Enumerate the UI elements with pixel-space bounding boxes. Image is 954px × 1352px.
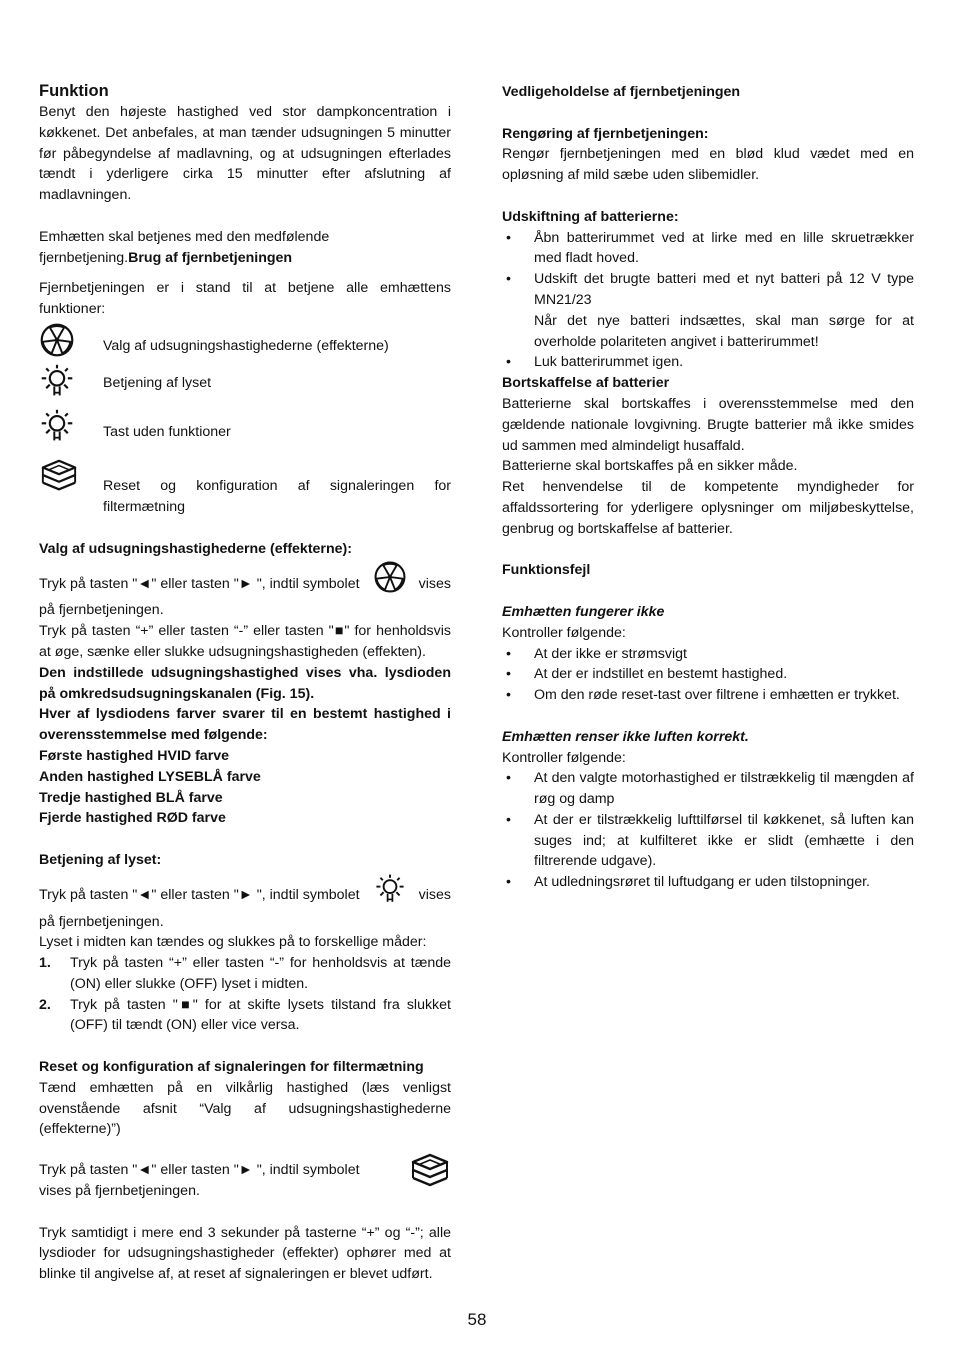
disposal-paragraph: Batterierne skal bortskaffes i overensstemmelse med den gældende nationale lovgivning. Brugte batterier må ikke smides ud sammen med almindeligt husaffald. xyxy=(502,395,914,454)
speed-instruction-text: på fjernbetjeningen. xyxy=(39,602,164,619)
bullet: • xyxy=(506,271,511,288)
list-item xyxy=(502,664,914,685)
list-item-text: Åbn batterirummet ved at lirke med en lille skruetrækker med fladt hoved. xyxy=(534,229,914,267)
list-item xyxy=(502,685,914,706)
icon-item-fan xyxy=(39,322,451,365)
remote-intro-text: Emhætten skal betjenes med den medfølende fjernbetjening. xyxy=(39,228,330,266)
speed-instruction-text: Tryk på tasten “+” eller tasten “-” eller tasten "■" for henholdsvis at øge, sænke eller slukke udsugningshastigheden (effekten). xyxy=(39,623,451,660)
battery-heading: Udskiftning af batterierne: xyxy=(502,208,679,225)
bullet: • xyxy=(506,687,511,704)
light-icon xyxy=(39,408,103,451)
step-number: 1. xyxy=(39,955,51,972)
list-item xyxy=(502,269,914,352)
list-item xyxy=(502,228,914,270)
light-instruction-text: Lyset i midten kan tændes og slukkes på to forskellige måder: xyxy=(39,934,427,951)
step-text: Tryk på tasten "■" for at skifte lysets tilstand fra slukket (OFF) til tændt (ON) eller vice versa. xyxy=(70,996,451,1034)
light-instruction-text: på fjernbetjeningen. xyxy=(39,913,164,930)
disposal-heading: Bortskaffelse af batterier xyxy=(502,375,670,392)
cleaning-text: Rengør fjernbetjeningen med en blød klud vædet med en opløsning af mild sæbe uden slibemidler. xyxy=(502,146,914,184)
bullet: • xyxy=(506,811,511,828)
bullet: • xyxy=(506,354,511,371)
remote-intro-paragraph xyxy=(39,227,451,269)
speed-color-item: Anden hastighed LYSEBLÅ farve xyxy=(39,768,261,785)
list-item-text: Luk batterirummet igen. xyxy=(534,354,684,371)
icon-item-no-function xyxy=(39,408,451,451)
speed-indicator-text: Hver af lysdiodens farver svarer til en bestemt hastighed i overensstemmelse med følgende: xyxy=(39,706,451,744)
reset-paragraph: Tænd emhætten på en vilkårlig hastighed (læs venligst ovenstående afsnit “Valg af udsugningshastighederne (effekterne)”) xyxy=(39,1079,451,1138)
speed-color-item: Fjerde hastighed RØD farve xyxy=(39,810,226,827)
list-item xyxy=(502,352,914,373)
list-item-text: At der er indstillet en bestemt hastighed. xyxy=(534,666,788,683)
list-item xyxy=(502,872,914,893)
speed-instruction-text: vises xyxy=(418,575,451,592)
light-instruction-line xyxy=(39,885,451,912)
bullet: • xyxy=(506,770,511,787)
battery-note: Når det nye batteri indsættes, skal man sørge for at overholde polariteten angivet i batterirummet! xyxy=(534,312,914,350)
icon-item-label: Reset og konfiguration af signaleringen for filtermætning xyxy=(103,478,451,516)
disposal-paragraph: Ret henvendelse til de kompetente myndigheder for affaldssortering for yderligere oplysninger om miljøbeskyttelse, genbrug og bortskaffelse af batterier. xyxy=(502,479,914,537)
section-title: Funktion xyxy=(39,82,109,100)
fan-icon xyxy=(373,560,407,601)
list-item-text: Udskift det brugte batteri med et nyt batteri på 12 V type MN21/23 xyxy=(534,271,914,308)
speed-color-item: Første hastighed HVID farve xyxy=(39,747,230,764)
speed-instruction-line xyxy=(39,574,451,601)
bullet: • xyxy=(506,666,511,683)
cleaning-heading: Rengøring af fjernbetjeningen: xyxy=(502,125,709,142)
intro-paragraph: Benyt den højeste hastighed ved stor dampkoncentration i køkkenet. Det anbefales, at man tænder udsugningen 5 minutter før påbegyndelse af madlavning, og at udsugningen efterlades tændt i yderligere cirka 15 minutter efter afslutning af madlavningen. xyxy=(39,104,451,204)
filter-layers-icon xyxy=(395,1152,451,1199)
remote-functions-text: Fjernbetjeningen er i stand til at betjene alle emhættens funktioner: xyxy=(39,280,451,318)
speed-heading: Valg af udsugningshastighederne (effekterne): xyxy=(39,540,352,557)
light-heading: Betjening af lyset: xyxy=(39,851,162,868)
page-number: 58 xyxy=(467,1310,487,1329)
left-column xyxy=(39,78,451,1285)
icon-item-label: Tast uden funktioner xyxy=(103,423,231,440)
remote-heading: Brug af fjernbetjeningen xyxy=(128,249,293,266)
light-icon xyxy=(39,363,103,406)
list-item-text: Om den røde reset-tast over filtrene i emhætten er trykket. xyxy=(534,687,900,704)
reset-instruction-text: vises på fjernbetjeningen. xyxy=(39,1183,200,1200)
fault-subheading: Emhætten renser ikke luften korrekt. xyxy=(502,728,749,745)
speed-indicator-text: Den indstillede udsugningshastighed vises vha. lysdioden på omkredsudsugningskanalen (Fig. 15). xyxy=(39,664,451,702)
bullet: • xyxy=(506,229,511,246)
list-item-text: At der er tilstrækkelig lufttilførsel til køkkenet, så luften kan suges ind; at kulfilteret ikke er slidt (emhætte i den filtrerende udgave). xyxy=(534,811,914,870)
light-instruction-text: Tryk på tasten "◄" eller tasten "► ", indtil symbolet xyxy=(39,886,360,903)
fault-check-text: Kontroller følgende: xyxy=(502,624,626,641)
list-item xyxy=(502,768,914,810)
list-item xyxy=(502,644,914,665)
icon-item-label: Valg af udsugningshastighederne (effekterne) xyxy=(103,337,389,354)
light-instruction-text: vises xyxy=(418,886,451,903)
step-text: Tryk på tasten “+” eller tasten “-” for henholdsvis at tænde (ON) eller slukke (OFF) lyset i midten. xyxy=(70,955,451,992)
icon-item-light xyxy=(39,363,451,406)
list-item-text: At udledningsrøret til luftudgang er uden tilstopninger. xyxy=(534,874,870,891)
icon-item-label: Betjening af lyset xyxy=(103,374,212,391)
icon-item-filter xyxy=(39,458,451,518)
list-item-text xyxy=(534,269,914,352)
maintenance-heading: Vedligeholdelse af fjernbetjeningen xyxy=(502,84,741,100)
reset-paragraph: Tryk samtidigt i mere end 3 sekunder på tasterne “+” og “-”; alle lysdioder for udsugningshastigheder (effekter) ophører med at blinke til angivelse af, at reset af signaleringen er blevet udført. xyxy=(39,1224,451,1283)
list-item xyxy=(502,810,914,872)
reset-heading: Reset og konfiguration af signaleringen for filtermætning xyxy=(39,1059,424,1076)
filter-layers-icon xyxy=(39,458,103,503)
bullet: • xyxy=(506,645,511,662)
fault-subheading: Emhætten fungerer ikke xyxy=(502,603,665,620)
step-number: 2. xyxy=(39,996,51,1013)
bullet: • xyxy=(506,874,511,891)
speed-color-item: Tredje hastighed BLÅ farve xyxy=(39,789,223,806)
light-icon xyxy=(373,873,407,912)
disposal-paragraph: Batterierne skal bortskaffes på en sikker måde. xyxy=(502,458,798,475)
light-step xyxy=(39,995,451,1037)
list-item-text: At der ikke er strømsvigt xyxy=(534,645,687,662)
speed-instruction-text: Tryk på tasten "◄" eller tasten "► ", indtil symbolet xyxy=(39,575,360,592)
reset-instruction xyxy=(39,1152,451,1202)
fault-check-text: Kontroller følgende: xyxy=(502,749,626,766)
list-item-text: At den valgte motorhastighed er tilstrækkelig til mængden af røg og damp xyxy=(534,770,914,808)
right-column xyxy=(502,78,914,893)
light-step xyxy=(39,953,451,995)
fault-heading: Funktionsfejl xyxy=(502,562,591,579)
reset-instruction-text: Tryk på tasten "◄" eller tasten "► ", indtil symbolet xyxy=(39,1162,360,1179)
fan-icon xyxy=(39,322,103,365)
